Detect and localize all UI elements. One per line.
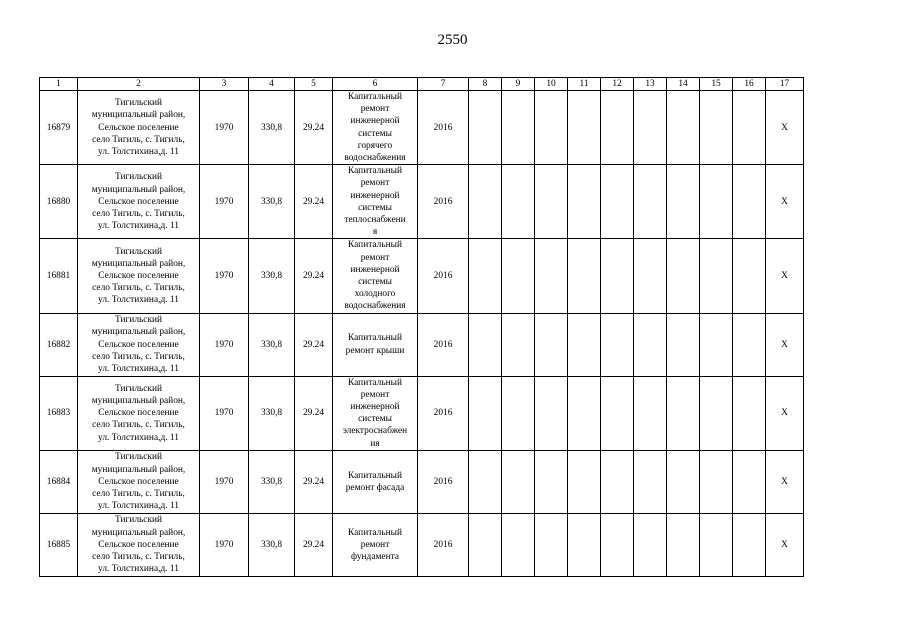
empty-cell bbox=[601, 450, 634, 513]
column-header-row bbox=[40, 78, 804, 91]
mark-cell: X bbox=[766, 313, 804, 376]
empty-cell bbox=[502, 313, 535, 376]
row-id-cell: 16879 bbox=[40, 91, 78, 165]
column-header: 16 bbox=[733, 78, 766, 91]
column-header: 15 bbox=[700, 78, 733, 91]
build-year-cell: 1970 bbox=[200, 91, 249, 165]
address-cell: Тигильский муниципальный район, Сельское поселение село Тигиль, с. Тигиль, ул. Толстихина,д. 11 bbox=[78, 165, 200, 239]
empty-cell bbox=[634, 91, 667, 165]
area-cell: 330,8 bbox=[249, 239, 295, 313]
empty-cell bbox=[667, 239, 700, 313]
empty-cell bbox=[502, 376, 535, 450]
empty-cell bbox=[568, 513, 601, 576]
empty-cell bbox=[667, 165, 700, 239]
empty-cell bbox=[601, 313, 634, 376]
column-header: 1 bbox=[40, 78, 78, 91]
empty-cell bbox=[634, 165, 667, 239]
row-id-cell: 16881 bbox=[40, 239, 78, 313]
empty-cell bbox=[700, 513, 733, 576]
empty-cell bbox=[634, 376, 667, 450]
address-cell: Тигильский муниципальный район, Сельское поселение село Тигиль, с. Тигиль, ул. Толстихина,д. 11 bbox=[78, 450, 200, 513]
empty-cell bbox=[469, 313, 502, 376]
empty-cell bbox=[535, 165, 568, 239]
value-cell: 29.24 bbox=[295, 165, 333, 239]
work-type-cell: Капитальный ремонт фасада bbox=[333, 450, 418, 513]
work-type-cell: Капитальный ремонт фундамента bbox=[333, 513, 418, 576]
column-header: 5 bbox=[295, 78, 333, 91]
column-header: 2 bbox=[78, 78, 200, 91]
mark-cell: X bbox=[766, 513, 804, 576]
column-header: 3 bbox=[200, 78, 249, 91]
address-cell: Тигильский муниципальный район, Сельское поселение село Тигиль, с. Тигиль, ул. Толстихина,д. 11 bbox=[78, 91, 200, 165]
area-cell: 330,8 bbox=[249, 313, 295, 376]
column-header: 6 bbox=[333, 78, 418, 91]
empty-cell bbox=[700, 165, 733, 239]
empty-cell bbox=[568, 91, 601, 165]
mark-cell: X bbox=[766, 239, 804, 313]
value-cell: 29.24 bbox=[295, 513, 333, 576]
empty-cell bbox=[502, 450, 535, 513]
row-id-cell: 16885 bbox=[40, 513, 78, 576]
row-id-cell: 16884 bbox=[40, 450, 78, 513]
empty-cell bbox=[601, 239, 634, 313]
area-cell: 330,8 bbox=[249, 376, 295, 450]
build-year-cell: 1970 bbox=[200, 450, 249, 513]
empty-cell bbox=[469, 376, 502, 450]
area-cell: 330,8 bbox=[249, 165, 295, 239]
value-cell: 29.24 bbox=[295, 313, 333, 376]
table-row bbox=[40, 91, 804, 165]
address-cell: Тигильский муниципальный район, Сельское поселение село Тигиль, с. Тигиль, ул. Толстихина,д. 11 bbox=[78, 239, 200, 313]
empty-cell bbox=[469, 513, 502, 576]
mark-cell: X bbox=[766, 450, 804, 513]
plan-year-cell: 2016 bbox=[418, 91, 469, 165]
column-header: 13 bbox=[634, 78, 667, 91]
build-year-cell: 1970 bbox=[200, 313, 249, 376]
empty-cell bbox=[568, 376, 601, 450]
table-row bbox=[40, 239, 804, 313]
empty-cell bbox=[601, 513, 634, 576]
empty-cell bbox=[568, 239, 601, 313]
work-type-cell: Капитальный ремонт инженерной системы теплоснабжени я bbox=[333, 165, 418, 239]
mark-cell: X bbox=[766, 376, 804, 450]
empty-cell bbox=[700, 91, 733, 165]
empty-cell bbox=[733, 450, 766, 513]
empty-cell bbox=[700, 450, 733, 513]
build-year-cell: 1970 bbox=[200, 239, 249, 313]
table-row bbox=[40, 165, 804, 239]
empty-cell bbox=[700, 239, 733, 313]
mark-cell: X bbox=[766, 165, 804, 239]
empty-cell bbox=[502, 165, 535, 239]
empty-cell bbox=[469, 165, 502, 239]
empty-cell bbox=[502, 91, 535, 165]
value-cell: 29.24 bbox=[295, 91, 333, 165]
empty-cell bbox=[469, 239, 502, 313]
table-row bbox=[40, 450, 804, 513]
address-cell: Тигильский муниципальный район, Сельское поселение село Тигиль, с. Тигиль, ул. Толстихина,д. 11 bbox=[78, 513, 200, 576]
empty-cell bbox=[733, 313, 766, 376]
empty-cell bbox=[535, 376, 568, 450]
area-cell: 330,8 bbox=[249, 513, 295, 576]
empty-cell bbox=[601, 165, 634, 239]
empty-cell bbox=[667, 513, 700, 576]
address-cell: Тигильский муниципальный район, Сельское поселение село Тигиль, с. Тигиль, ул. Толстихина,д. 11 bbox=[78, 376, 200, 450]
empty-cell bbox=[601, 376, 634, 450]
row-id-cell: 16880 bbox=[40, 165, 78, 239]
mark-cell: X bbox=[766, 91, 804, 165]
work-type-cell: Капитальный ремонт инженерной системы горячего водоснабжения bbox=[333, 91, 418, 165]
table-row bbox=[40, 313, 804, 376]
address-cell: Тигильский муниципальный район, Сельское поселение село Тигиль, с. Тигиль, ул. Толстихина,д. 11 bbox=[78, 313, 200, 376]
empty-cell bbox=[733, 165, 766, 239]
work-type-cell: Капитальный ремонт крыши bbox=[333, 313, 418, 376]
plan-year-cell: 2016 bbox=[418, 450, 469, 513]
value-cell: 29.24 bbox=[295, 376, 333, 450]
empty-cell bbox=[568, 313, 601, 376]
page-number: 2550 bbox=[437, 32, 468, 48]
plan-year-cell: 2016 bbox=[418, 513, 469, 576]
empty-cell bbox=[535, 239, 568, 313]
empty-cell bbox=[733, 376, 766, 450]
column-header: 17 bbox=[766, 78, 804, 91]
build-year-cell: 1970 bbox=[200, 513, 249, 576]
row-id-cell: 16882 bbox=[40, 313, 78, 376]
column-header: 11 bbox=[568, 78, 601, 91]
empty-cell bbox=[502, 513, 535, 576]
empty-cell bbox=[601, 91, 634, 165]
plan-year-cell: 2016 bbox=[418, 165, 469, 239]
work-type-cell: Капитальный ремонт инженерной системы электроснабжен ия bbox=[333, 376, 418, 450]
work-type-cell: Капитальный ремонт инженерной системы холодного водоснабжения bbox=[333, 239, 418, 313]
empty-cell bbox=[667, 91, 700, 165]
table-row bbox=[40, 513, 804, 576]
empty-cell bbox=[667, 450, 700, 513]
value-cell: 29.24 bbox=[295, 239, 333, 313]
column-header: 8 bbox=[469, 78, 502, 91]
empty-cell bbox=[700, 376, 733, 450]
column-header: 14 bbox=[667, 78, 700, 91]
empty-cell bbox=[469, 91, 502, 165]
capital-repair-table bbox=[39, 77, 804, 577]
empty-cell bbox=[535, 513, 568, 576]
empty-cell bbox=[634, 513, 667, 576]
value-cell: 29.24 bbox=[295, 450, 333, 513]
empty-cell bbox=[733, 239, 766, 313]
empty-cell bbox=[535, 91, 568, 165]
area-cell: 330,8 bbox=[249, 91, 295, 165]
empty-cell bbox=[733, 513, 766, 576]
table-row bbox=[40, 376, 804, 450]
empty-cell bbox=[568, 165, 601, 239]
column-header: 7 bbox=[418, 78, 469, 91]
empty-cell bbox=[469, 450, 502, 513]
row-id-cell: 16883 bbox=[40, 376, 78, 450]
build-year-cell: 1970 bbox=[200, 376, 249, 450]
empty-cell bbox=[634, 313, 667, 376]
empty-cell bbox=[733, 91, 766, 165]
empty-cell bbox=[667, 313, 700, 376]
empty-cell bbox=[634, 239, 667, 313]
empty-cell bbox=[535, 313, 568, 376]
empty-cell bbox=[634, 450, 667, 513]
column-header: 12 bbox=[601, 78, 634, 91]
build-year-cell: 1970 bbox=[200, 165, 249, 239]
empty-cell bbox=[667, 376, 700, 450]
empty-cell bbox=[700, 313, 733, 376]
plan-year-cell: 2016 bbox=[418, 313, 469, 376]
plan-year-cell: 2016 bbox=[418, 376, 469, 450]
column-header: 10 bbox=[535, 78, 568, 91]
plan-year-cell: 2016 bbox=[418, 239, 469, 313]
empty-cell bbox=[535, 450, 568, 513]
column-header: 4 bbox=[249, 78, 295, 91]
column-header: 9 bbox=[502, 78, 535, 91]
empty-cell bbox=[568, 450, 601, 513]
empty-cell bbox=[502, 239, 535, 313]
area-cell: 330,8 bbox=[249, 450, 295, 513]
